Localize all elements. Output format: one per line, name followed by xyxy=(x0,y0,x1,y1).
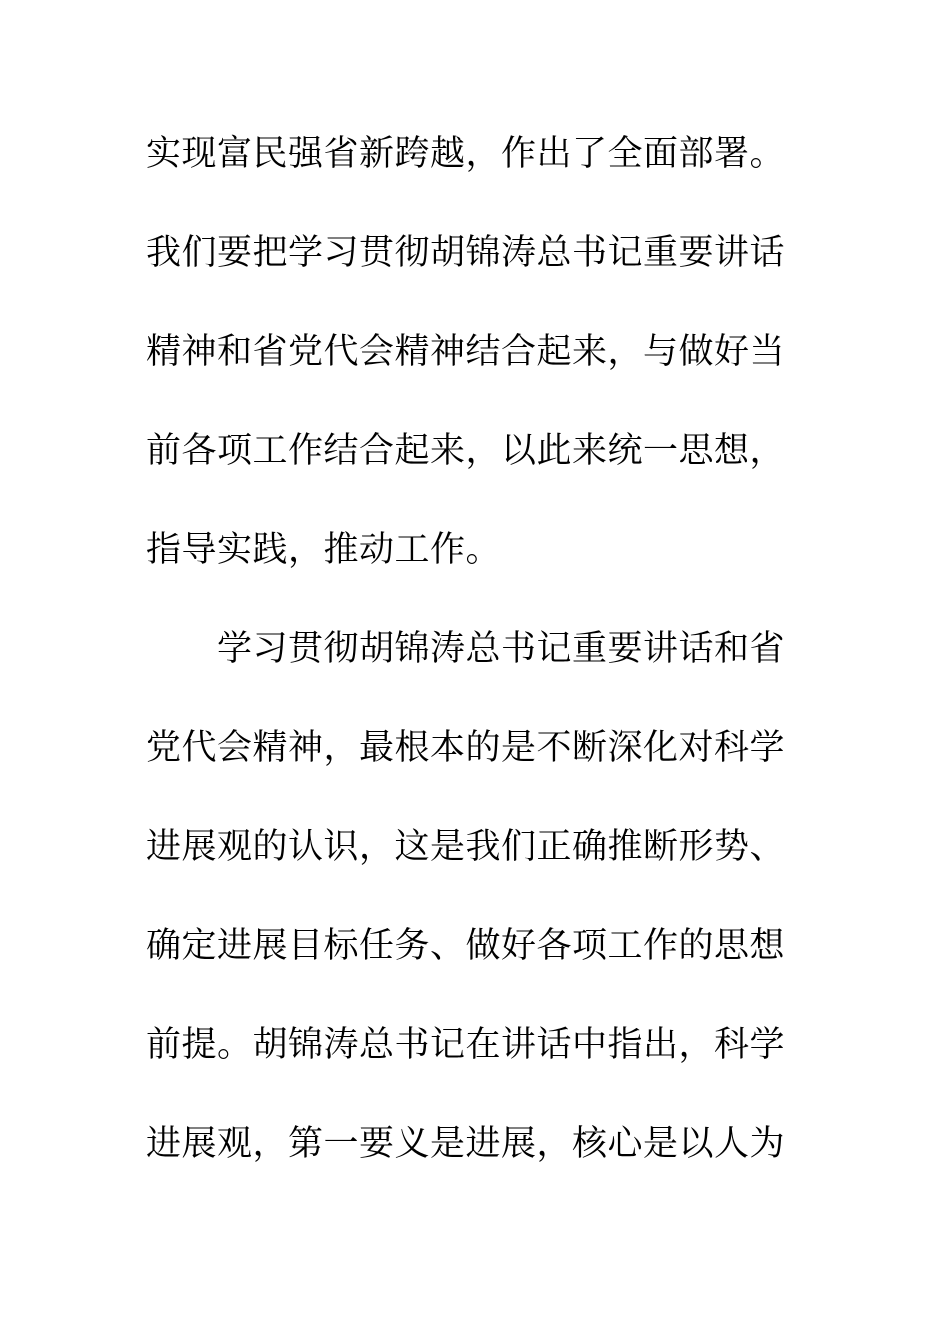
text-line: 进展观，第一要义是进展，核心是以人为 xyxy=(146,1124,786,1164)
text-line: 精神和省党代会精神结合起来，与做好当 xyxy=(146,332,786,372)
paragraph-start-line: 学习贯彻胡锦涛总书记重要讲话和省 xyxy=(146,629,786,669)
text-line: 进展观的认识，这是我们正确推断形势、 xyxy=(146,827,786,867)
text-line: 我们要把学习贯彻胡锦涛总书记重要讲话 xyxy=(146,233,786,273)
text-line: 实现富民强省新跨越，作出了全面部署。 xyxy=(146,134,786,174)
text-line: 党代会精神，最根本的是不断深化对科学 xyxy=(146,728,786,768)
text-line: 指导实践，推动工作。 xyxy=(146,530,502,570)
document-body xyxy=(146,124,786,1213)
text-line: 前提。胡锦涛总书记在讲话中指出，科学 xyxy=(146,1025,786,1065)
text-line: 前各项工作结合起来，以此来统一思想， xyxy=(146,431,786,471)
text-line: 确定进展目标任务、做好各项工作的思想 xyxy=(146,926,786,966)
